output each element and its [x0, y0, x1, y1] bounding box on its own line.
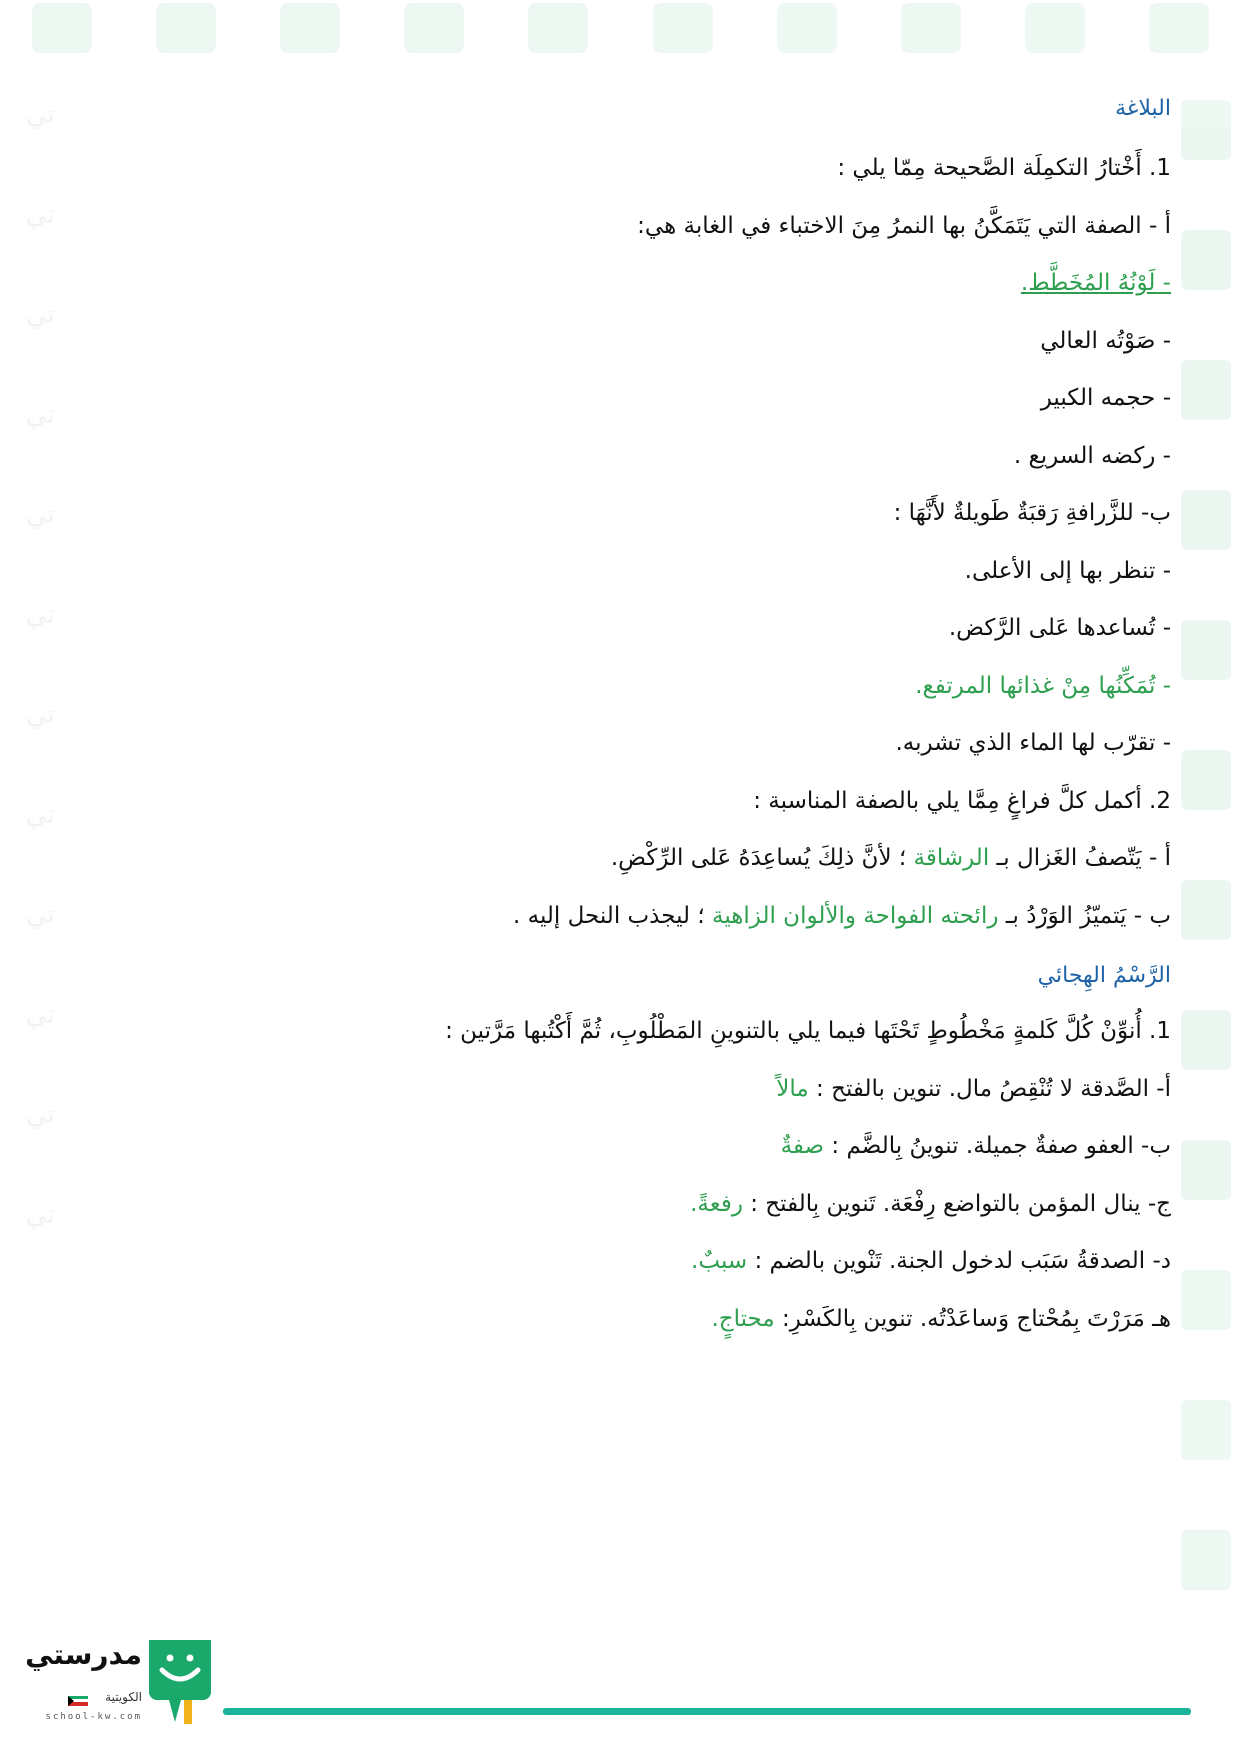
- option: - حجمه الكبير: [1040, 385, 1171, 411]
- school-logo: [24, 1638, 214, 1728]
- question-2b-post: ؛ ليجذب النحل إليه .: [513, 902, 705, 929]
- question-1a-text: أ - الصفة التي يَتَمَكَّنُ بها النمرُ مِنَ الاختباء في الغابة هي:: [637, 212, 1171, 239]
- option: - تقرّب لها الماء الذي تشربه.: [895, 730, 1171, 756]
- spelling-item: [340, 1118, 1171, 1176]
- option: - تُساعدها عَلى الرَّكض.: [948, 615, 1171, 641]
- question-1b-text: ب- للزَّرافةِ رَقبَةٌ طَويلةٌ لأَنَّهَا :: [893, 500, 1171, 526]
- logo-title: مدرستي: [25, 1638, 142, 1671]
- question-1-text: 1. أَخْتارُ التكمِلَة الصَّحيحة مِمّا يلي :: [837, 155, 1171, 181]
- spelling-item-text: د- الصدقةُ سَبَب لدخول الجنة. تَنْوين بالضم :: [747, 1248, 1171, 1274]
- spelling-item-answer: رفعةً.: [690, 1190, 743, 1217]
- spelling-item-text: ج- ينال المؤمن بالتواضع رِفْعَة. تَنوين بِالفتح :: [742, 1190, 1171, 1217]
- watermark-top-row: [0, 0, 1241, 56]
- question-2a-post: ؛ لأنَّ ذلِكَ يُساعِدَهُ عَلى الرِّكْضِ.: [610, 845, 907, 871]
- question-2a-line: [340, 830, 1171, 888]
- spelling-item-text: ب- العفو صفةٌ جميلة. تنوينُ بِالضَّم :: [824, 1133, 1171, 1159]
- spelling-item: [340, 1233, 1171, 1291]
- logo-url: school-kw.com: [45, 1712, 142, 1722]
- question-2-text: 2. أكمل كلَّ فراغٍ مِمَّا يلي بالصفة المناسبة :: [753, 787, 1171, 814]
- spelling-item-answer: محتاجٍ.: [711, 1305, 775, 1332]
- spelling-item: [340, 1176, 1171, 1234]
- spelling-item-text: أ- الصَّدقة لا تُنْقِصُ مال. تنوين بالفتح :: [808, 1075, 1171, 1102]
- spelling-item-answer: صفةٌ: [780, 1133, 825, 1159]
- watermark-right-column: [1181, 100, 1231, 1600]
- spelling-item-text: هـ مَرَرْتَ بِمُحْتاج وَساعَدْتُه. تنوين بِالكَسْرِ:: [774, 1305, 1171, 1332]
- question-2b-answer: رائحته الفواحة والألوان الزاهية: [711, 902, 999, 929]
- spelling-item: [340, 1291, 1171, 1349]
- worksheet-content: [340, 92, 1171, 1348]
- question-2a-answer: الرشاقة: [913, 845, 990, 871]
- question-2b-pre: ب - يَتميّزُ الوَرْدُ بـ: [1005, 902, 1171, 929]
- logo-subtitle: الكويتية: [105, 1690, 142, 1704]
- spelling-question-1-text: 1. أُنوِّنْ كُلَّ كَلمةٍ مَخْطُوطٍ تَحْتَها فيما يلي بالتنوينِ المَطْلُوبِ، ثُمَّ أَكْتُبها مَرَّتين :: [445, 1018, 1171, 1044]
- option: - ركضه السريع .: [1013, 442, 1171, 469]
- spelling-item: [340, 1061, 1171, 1119]
- option: - صَوْتُه العالي: [1040, 327, 1171, 354]
- question-2a-pre: أ - يَتّصفُ الغَزال بـ: [996, 845, 1171, 871]
- spelling-item-answer: سببٌ.: [691, 1248, 748, 1274]
- watermark-left-column: تي تي تي تي تي تي تي تي تي تي تي تي: [26, 100, 55, 1230]
- answer-option: - لَوْنُهُ المُخَطَّط.: [1020, 270, 1171, 296]
- spelling-item-answer: مالاً: [776, 1075, 809, 1102]
- footer-divider: [223, 1708, 1191, 1715]
- question-2b-line: [340, 888, 1171, 946]
- section-title-balagha: البلاغة: [1115, 96, 1171, 121]
- section-title-spelling: الرَّسْمُ الهِجائي: [1037, 963, 1171, 988]
- answer-option: - تُمَكِّنُها مِنْ غذائها المرتفع.: [915, 672, 1171, 699]
- option: - تنظر بها إلى الأعلى.: [964, 557, 1171, 584]
